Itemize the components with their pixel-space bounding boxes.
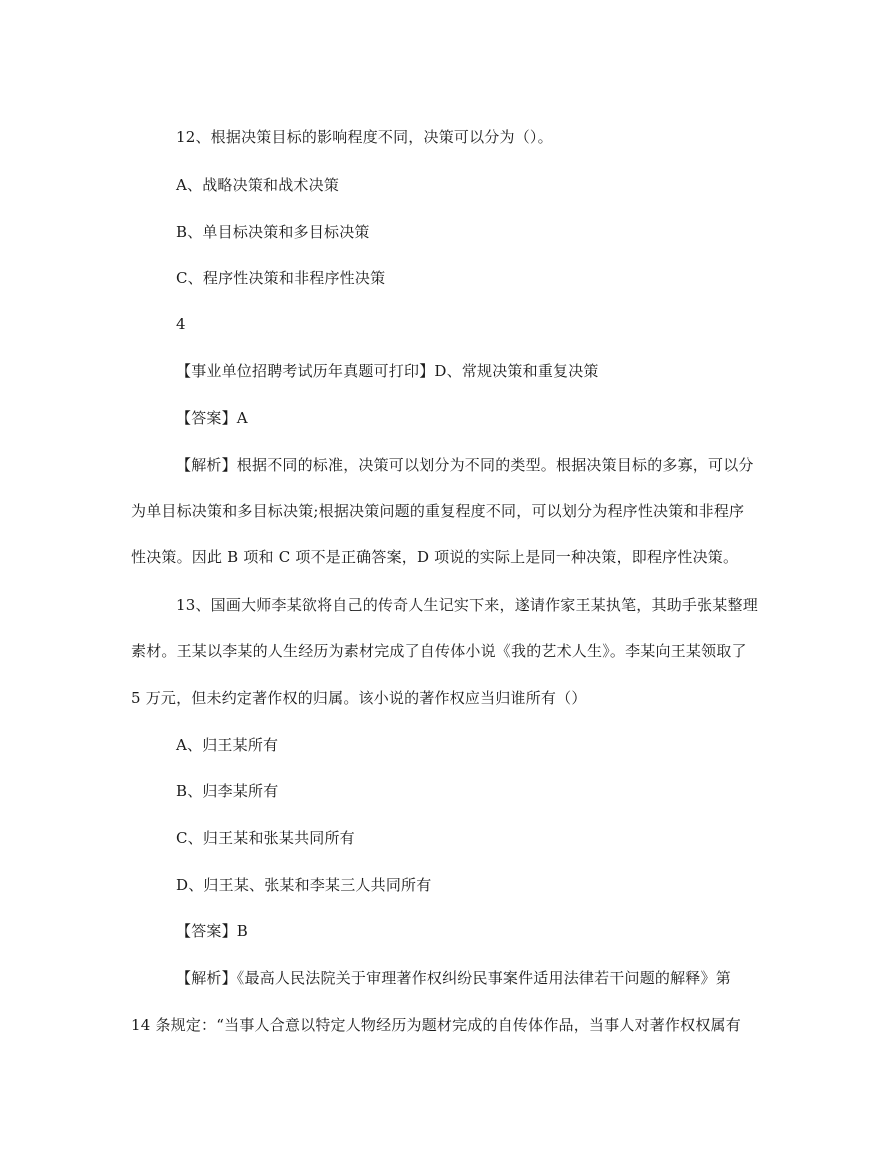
question-13-answer: 【答案】B <box>176 922 249 940</box>
question-12-option-d: 【事业单位招聘考试历年真题可打印】D、常规决策和重复决策 <box>176 362 599 380</box>
question-13-stem-line-1: 13、国画大师李某欲将自己的传奇人生记实下来，遂请作家王某执笔，其助手张某整理 <box>176 596 758 614</box>
question-12-stem: 12、根据决策目标的影响程度不同，决策可以分为（）。 <box>176 128 553 146</box>
question-13-option-d: D、归王某、张某和李某三人共同所有 <box>176 876 432 894</box>
question-13-stem-line-3: 5 万元，但未约定著作权的归属。该小说的著作权应当归谁所有（） <box>131 689 587 707</box>
question-13-option-a: A、归王某所有 <box>176 736 279 754</box>
question-12-explanation-line-2: 为单目标决策和多目标决策;根据决策问题的重复程度不同，可以划分为程序性决策和非程序 <box>131 502 745 520</box>
question-13-explanation-line-1: 【解析】《最高人民法院关于审理著作权纠纷民事案件适用法律若干问题的解释》第 <box>176 969 731 987</box>
question-13-stem-line-2: 素材。王某以李某的人生经历为素材完成了自传体小说《我的艺术人生》。李某向王某领取了 <box>131 642 747 660</box>
question-12-option-c: C、程序性决策和非程序性决策 <box>176 269 386 287</box>
question-12-option-a: A、战略决策和战术决策 <box>176 176 340 194</box>
question-12-answer: 【答案】A <box>176 409 248 427</box>
question-12-option-b: B、单目标决策和多目标决策 <box>176 223 370 241</box>
question-13-option-b: B、归李某所有 <box>176 782 279 800</box>
question-12-explanation-line-3: 性决策。因此 B 项和 C 项不是正确答案，D 项说的实际上是同一种决策，即程序性决策。 <box>131 548 739 566</box>
page-number: 4 <box>176 315 186 333</box>
question-13-explanation-line-2: 14 条规定：“当事人合意以特定人物经历为题材完成的自传体作品，当事人对著作权权属有 <box>131 1016 741 1034</box>
question-13-option-c: C、归王某和张某共同所有 <box>176 829 355 847</box>
question-12-explanation-line-1: 【解析】根据不同的标准，决策可以划分为不同的类型。根据决策目标的多寡，可以分 <box>176 456 754 474</box>
